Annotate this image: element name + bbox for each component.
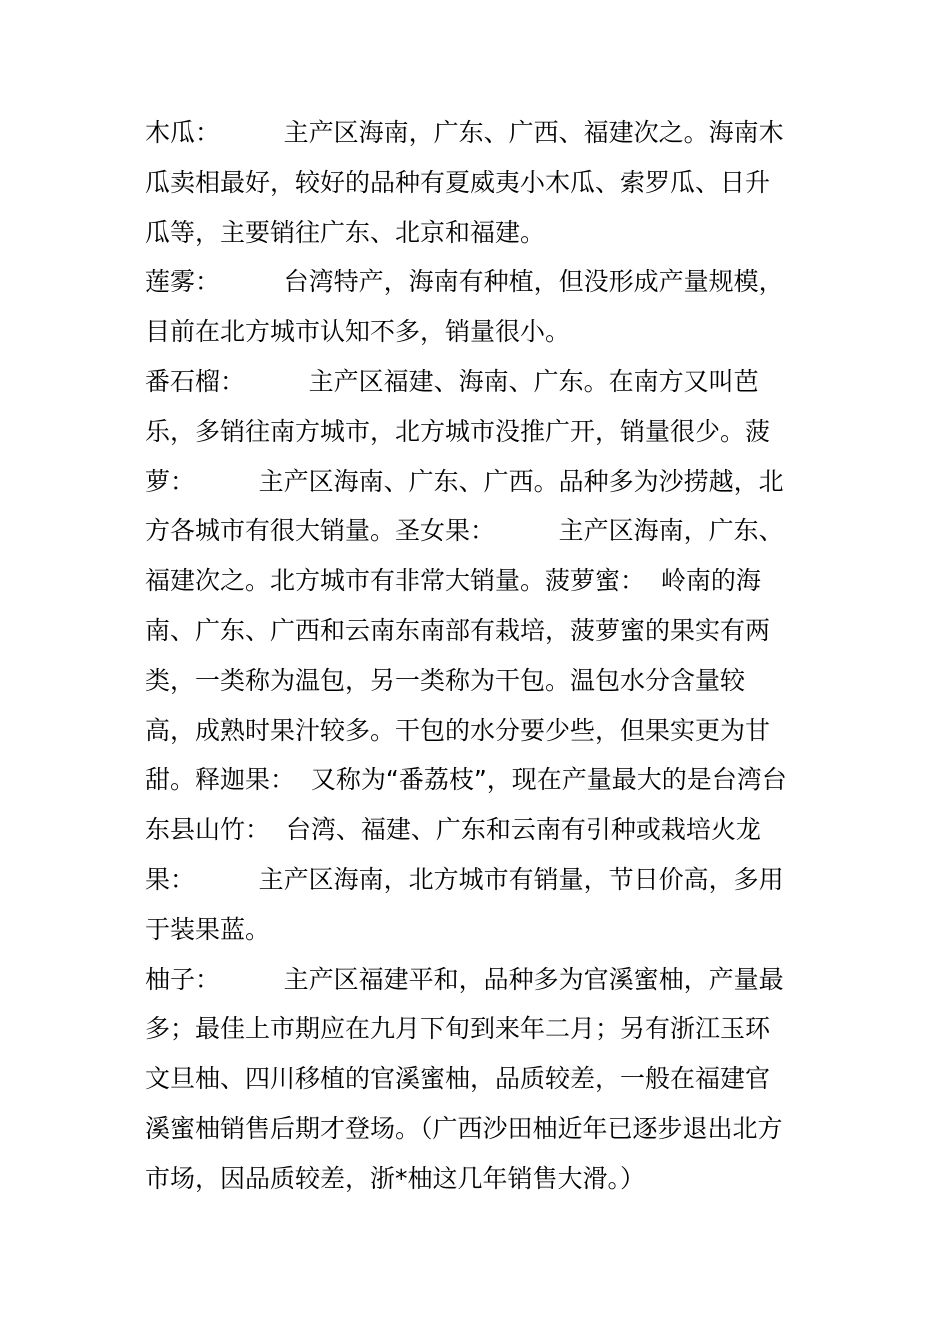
text-line: 福建次之。北方城市有非常大销量。菠萝蜜： 岭南的海 <box>145 566 761 596</box>
text-line: 文旦柚、四川移植的官溪蜜柚，品质较差，一般在福建官 <box>145 1064 771 1094</box>
text-line: 果： 主产区海南，北方城市有销量，节日价高，多用 <box>145 864 784 894</box>
document-body <box>145 108 805 1204</box>
text-line: 瓜等，主要销往广东、北京和福建。 <box>145 217 546 247</box>
text-line: 南、广东、广西和云南东南部有栽培，菠萝蜜的果实有两 <box>145 615 771 645</box>
text-line: 萝： 主产区海南、广东、广西。品种多为沙捞越，北 <box>145 466 784 496</box>
text-line: 多；最佳上市期应在九月下旬到来年二月；另有浙江玉环 <box>145 1014 771 1044</box>
text-line: 方各城市有很大销量。圣女果： 主产区海南，广东、 <box>145 516 784 546</box>
text-line: 木瓜： 主产区海南，广东、广西、福建次之。海南木 <box>145 118 784 147</box>
paragraph-pomelo <box>145 955 805 1204</box>
paragraph-papaya <box>145 108 805 257</box>
text-line: 市场，因品质较差，浙*柚这几年销售大滑。） <box>145 1163 646 1193</box>
text-line: 东县山竹： 台湾、福建、广东和云南有引种或栽培火龙 <box>145 815 761 845</box>
text-line: 乐，多销往南方城市，北方城市没推广开，销量很少。菠 <box>145 416 771 446</box>
text-line: 番石榴： 主产区福建、海南、广东。在南方又叫芭 <box>145 366 759 396</box>
text-line: 高，成熟时果汁较多。干包的水分要少些，但果实更为甘 <box>145 715 771 745</box>
text-line: 甜。释迦果： 又称为“番荔枝”，现在产量最大的是台湾台 <box>145 765 787 795</box>
text-line: 目前在北方城市认知不多，销量很小。 <box>145 317 571 347</box>
text-line: 莲雾： 台湾特产，海南有种植，但没形成产量规模， <box>145 267 784 297</box>
text-line: 类，一类称为温包，另一类称为干包。温包水分含量较 <box>145 665 746 695</box>
text-line: 于装果蓝。 <box>145 914 271 944</box>
text-line: 瓜卖相最好，较好的品种有夏威夷小木瓜、索罗瓜、日升 <box>145 167 771 197</box>
paragraph-guava-etc <box>145 357 805 955</box>
text-line: 溪蜜柚销售后期才登场。（广西沙田柚近年已逐步退出北方 <box>145 1113 783 1143</box>
paragraph-wax-apple <box>145 257 805 357</box>
text-line: 柚子： 主产区福建平和，品种多为官溪蜜柚，产量最 <box>145 964 784 994</box>
